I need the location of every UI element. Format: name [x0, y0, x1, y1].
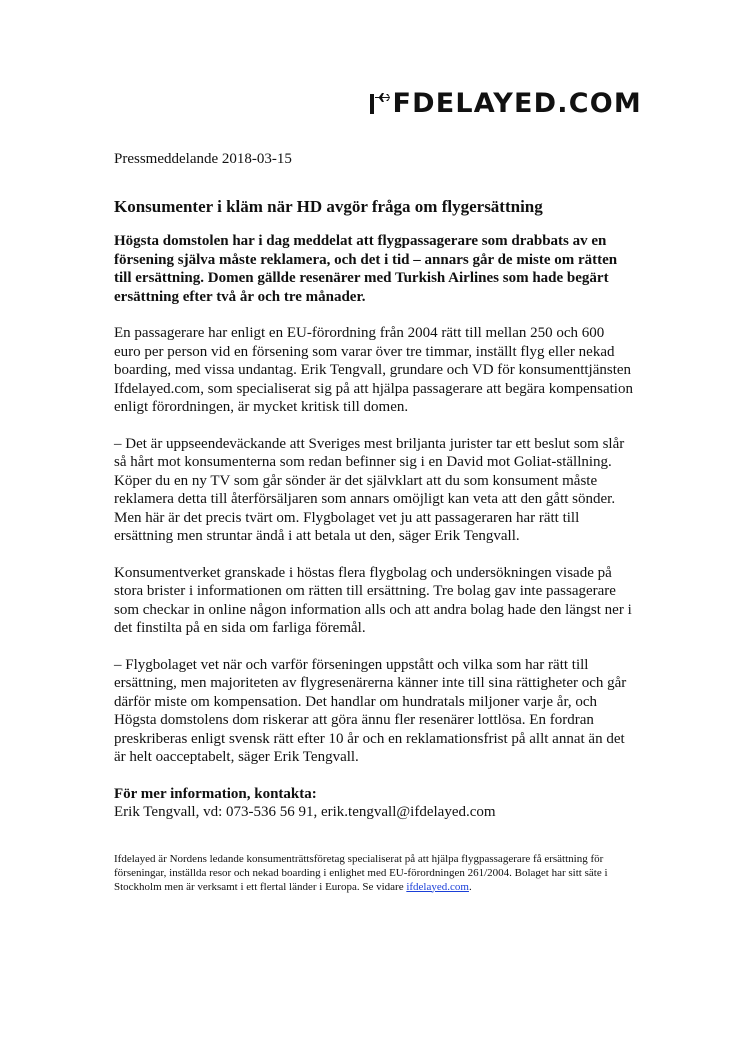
- website-link[interactable]: ifdelayed.com: [406, 880, 469, 893]
- airplane-icon: [368, 92, 390, 116]
- company-boilerplate: [114, 852, 634, 894]
- quote-paragraph: – Flygbolaget vet när och varför förseningen uppstått och vilka som har rätt till ersättning, men majoriteten av flygresenärerna känner inte till sina rättigheter och går därför miste om kompensation. Det handlar om hundratals miljoner varje år, och Högsta domstolens dom riskerar att göra ännu fler resenärer lottlösa. En fordran preskriberas enligt svensk rätt efter 10 år och en reklamationsfrist på allt annat än det är helt oacceptabelt, säger Erik Tengvall.: [114, 656, 627, 765]
- press-release-body: [114, 150, 634, 894]
- release-date: Pressmeddelande 2018-03-15: [114, 151, 292, 167]
- logo-text: FDELAYED.COM: [392, 88, 642, 119]
- boilerplate-text: Ifdelayed är Nordens ledande konsumenträttsföretag specialiserat på att hjälpa flygpassagerare få ersättning för förseningar, inställda resor och nekad boarding i enlighet med EU-förordningen 261/2004. Bolaget har sitt säte i Stockholm men är verksamt i ett flertal länder i Europa. Se vidare: [114, 852, 608, 893]
- page-title: Konsumenter i kläm när HD avgör fråga om flygersättning: [114, 197, 543, 216]
- lead-paragraph: Högsta domstolen har i dag meddelat att flygpassagerare som drabbats av en försening själva måste reklamera, och det i tid – annars går de miste om rätten till ersättning. Domen gällde resenärer med Turkish Airlines som hade begärt ersättning efter två år och tre månader.: [114, 233, 618, 305]
- company-logo: [368, 90, 642, 117]
- contact-heading: För mer information, kontakta:: [114, 785, 317, 802]
- body-paragraph: En passagerare har enligt en EU-förordning från 2004 rätt till mellan 250 och 600 euro per person vid en försening som varar över tre timmar, inställt flyg eller nekad boarding, med vissa undantag. Erik Tengvall, grundare och VD för konsumenttjänsten Ifdelayed.com, som specialiserat sig på att hjälpa passagerare att begära kompensation enligt förordningen, är mycket kritisk till domen.: [114, 325, 633, 415]
- quote-paragraph: – Det är uppseendeväckande att Sveriges mest briljanta jurister tar ett beslut som slår så hårt mot konsumenterna som redan befinner sig i en David mot Goliat-ställning. Köper du en ny TV som går sönder är det självklart att du som konsument måste reklamera detta till återförsäljaren som annars omöjligt kan veta att den gått sönder. Men här är det precis tvärt om. Flygbolaget vet ju att passageraren har rätt till ersättning men struntar ändå i att betala ut den, säger Erik Tengvall.: [114, 435, 625, 544]
- boilerplate-end: .: [468, 880, 472, 893]
- contact-details: Erik Tengvall, vd: 073-536 56 91, erik.tengvall@ifdelayed.com: [114, 804, 496, 820]
- body-paragraph: Konsumentverket granskade i höstas flera flygbolag och undersökningen visade på stora brister i informationen om rätten till ersättning. Tre bolag gav inte passagerare som checkar in online någon information alls och att andra bolag hade den längst ner i det finstilta på en sida om farliga föremål.: [114, 564, 632, 636]
